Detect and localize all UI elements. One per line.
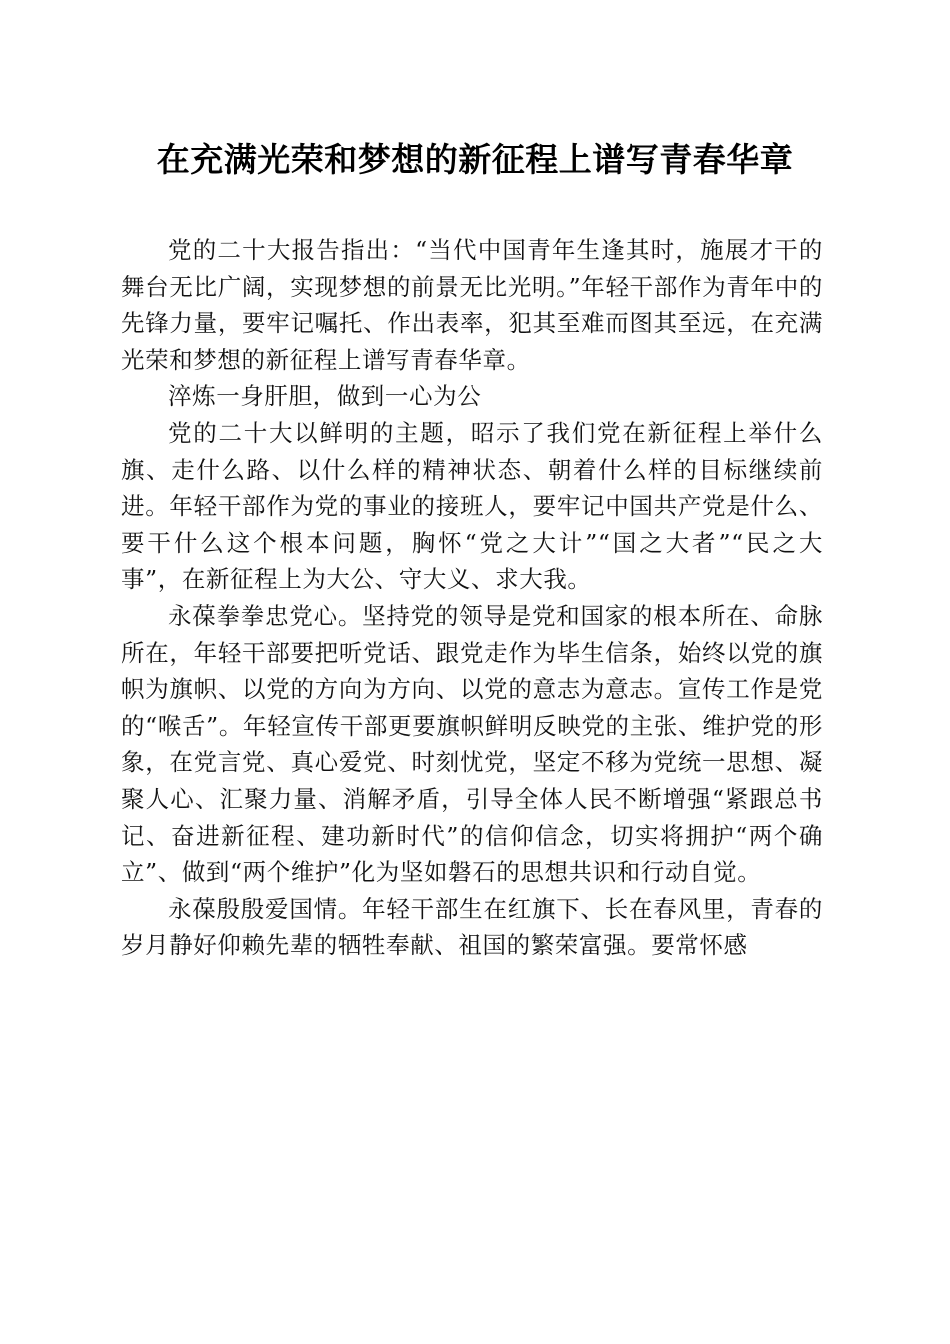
body-paragraph: 永葆殷殷爱国情。年轻干部生在红旗下、长在春风里，青春的岁月静好仰赖先辈的牺牲奉献、祖国的繁荣富强。要常怀感 xyxy=(121,894,823,960)
document-title: 在充满光荣和梦想的新征程上谱写青春华章 xyxy=(156,140,794,179)
document-body xyxy=(121,232,823,964)
section-heading: 淬炼一身肝胆，做到一心为公 xyxy=(168,382,482,411)
intro-paragraph: 党的二十大报告指出：“当代中国青年生逢其时，施展才干的舞台无比广阔，实现梦想的前景无比光明。”年轻干部作为青年中的先锋力量，要牢记嘱托、作出表率，犯其至难而图其至远，在充满光荣和梦想的新征程上谱写青春华章。 xyxy=(121,236,823,374)
body-paragraph: 党的二十大以鲜明的主题，昭示了我们党在新征程上举什么旗、走什么路、以什么样的精神状态、朝着什么样的目标继续前进。年轻干部作为党的事业的接班人，要牢记中国共产党是什么、要干什么这个根本问题，胸怀“党之大计”“国之大者”“民之大事”，在新征程上为大公、守大义、求大我。 xyxy=(121,418,823,594)
body-paragraph: 永葆拳拳忠党心。坚持党的领导是党和国家的根本所在、命脉所在，年轻干部要把听党话、跟党走作为毕生信条，始终以党的旗帜为旗帜、以党的方向为方向、以党的意志为意志。宣传工作是党的“喉舌”。年轻宣传干部更要旗帜鲜明反映党的主张、维护党的形象，在党言党、真心爱党、时刻忧党，坚定不移为党统一思想、凝聚人心、汇聚力量、消解矛盾，引导全体人民不断增强“紧跟总书记、奋进新征程、建功新时代”的信仰信念，切实将拥护“两个确立”、做到“两个维护”化为坚如磐石的思想共识和行动自觉。 xyxy=(121,601,823,887)
